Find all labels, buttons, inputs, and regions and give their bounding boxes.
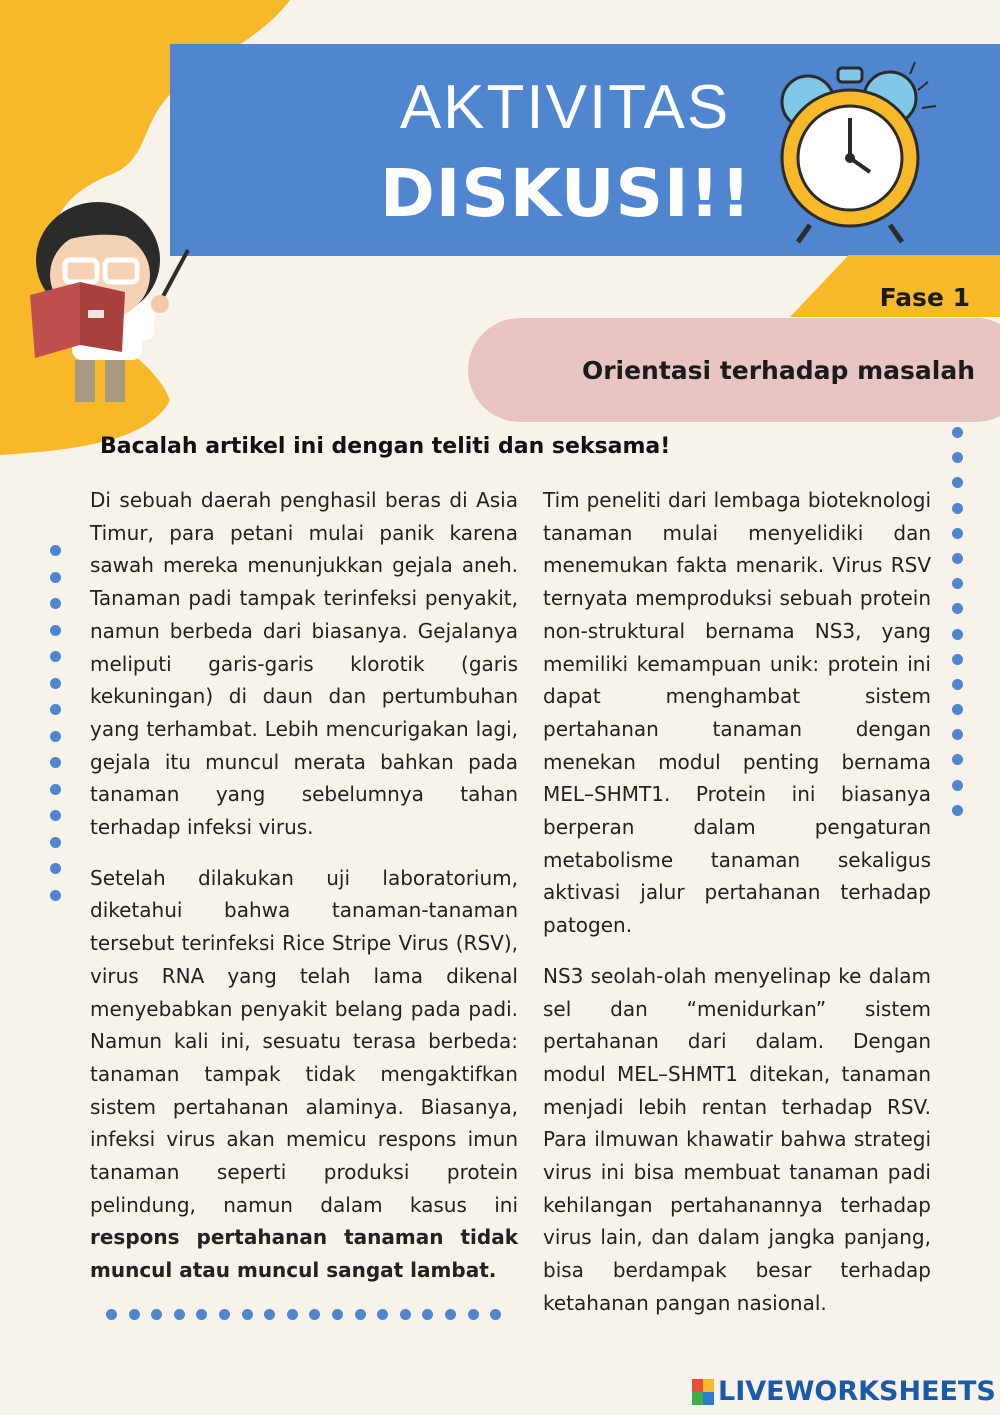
liveworksheets-watermark	[692, 1376, 996, 1407]
watermark-text: LIVEWORKSHEETS	[718, 1376, 996, 1407]
reading-instruction: Bacalah artikel ini dengan teliti dan seksama!	[100, 434, 671, 459]
article-paragraph	[90, 862, 518, 1287]
title-line-2: DISKUSI!!	[380, 155, 752, 232]
article-paragraph-text: Setelah dilakukan uji laboratorium, diketahui bahwa tanaman-tanaman tersebut terinfeksi Rice Stripe Virus (RSV), virus RNA yang telah lama dikenal menyebabkan penyakit belang pada padi. Namun kali ini, sesuatu terasa berbeda: tanaman tampak tidak mengaktifkan sistem pertahanan alaminya. Biasanya, infeksi virus akan memicu respons imun tanaman seperti produksi protein pelindung, namun dalam kasus ini	[90, 865, 518, 1217]
article-paragraph: Di sebuah daerah penghasil beras di Asia Timur, para petani mulai panik karena sawah mereka menunjukkan gejala aneh. Tanaman padi tampak terinfeksi penyakit, namun berbeda dari biasanya. Gejalanya meliputi garis-garis klorotik (garis kekuningan) di daun dan pertumbuhan yang terhambat. Lebih mencurigakan lagi, gejala itu muncul merata bahkan pada tanaman yang sebelumnya tahan terhadap infeksi virus.	[90, 488, 518, 840]
dotted-line-bottom	[106, 1309, 513, 1320]
liveworksheets-logo-icon	[692, 1379, 714, 1405]
alarm-clock-icon	[770, 50, 940, 250]
article-paragraph: NS3 seolah-olah menyelinap ke dalam sel dan “menidurkan” sistem pertahanan dari dalam. Dengan modul MEL–SHMT1 ditekan, tanaman menjadi lebih rentan terhadap RSV. Para ilmuwan khawatir bahwa strategi virus ini bisa membuat tanaman padi kehilangan pertahanannya terhadap virus lain, dan dalam jangka panjang, bisa berdampak besar terhadap ketahanan pangan nasional.	[543, 963, 931, 1315]
dotted-line-right	[952, 427, 964, 830]
dotted-line-left	[50, 545, 62, 916]
article-emphasis: respons pertahanan tanaman tidak muncul atau muncul sangat lambat.	[90, 1225, 518, 1283]
phase-label: Fase 1	[879, 283, 970, 312]
teacher-illustration	[10, 170, 195, 410]
article-paragraph: Tim peneliti dari lembaga bioteknologi tanaman mulai menyelidiki dan menemukan fakta menarik. Virus RSV ternyata memproduksi sebuah protein non-struktural bernama NS3, yang memiliki kemampuan unik: protein ini dapat menghambat sistem pertahanan tanaman dengan menekan modul penting bernama MEL–SHMT1. Protein ini biasanya berperan dalam pengaturan metabolisme tanaman sekaligus aktivasi jalur pertahanan terhadap patogen.	[543, 488, 931, 938]
phase-subtitle: Orientasi terhadap masalah	[581, 356, 975, 385]
title-line-1: AKTIVITAS	[399, 73, 731, 142]
article-right-column	[543, 484, 931, 1320]
article-left-column	[90, 484, 518, 1287]
